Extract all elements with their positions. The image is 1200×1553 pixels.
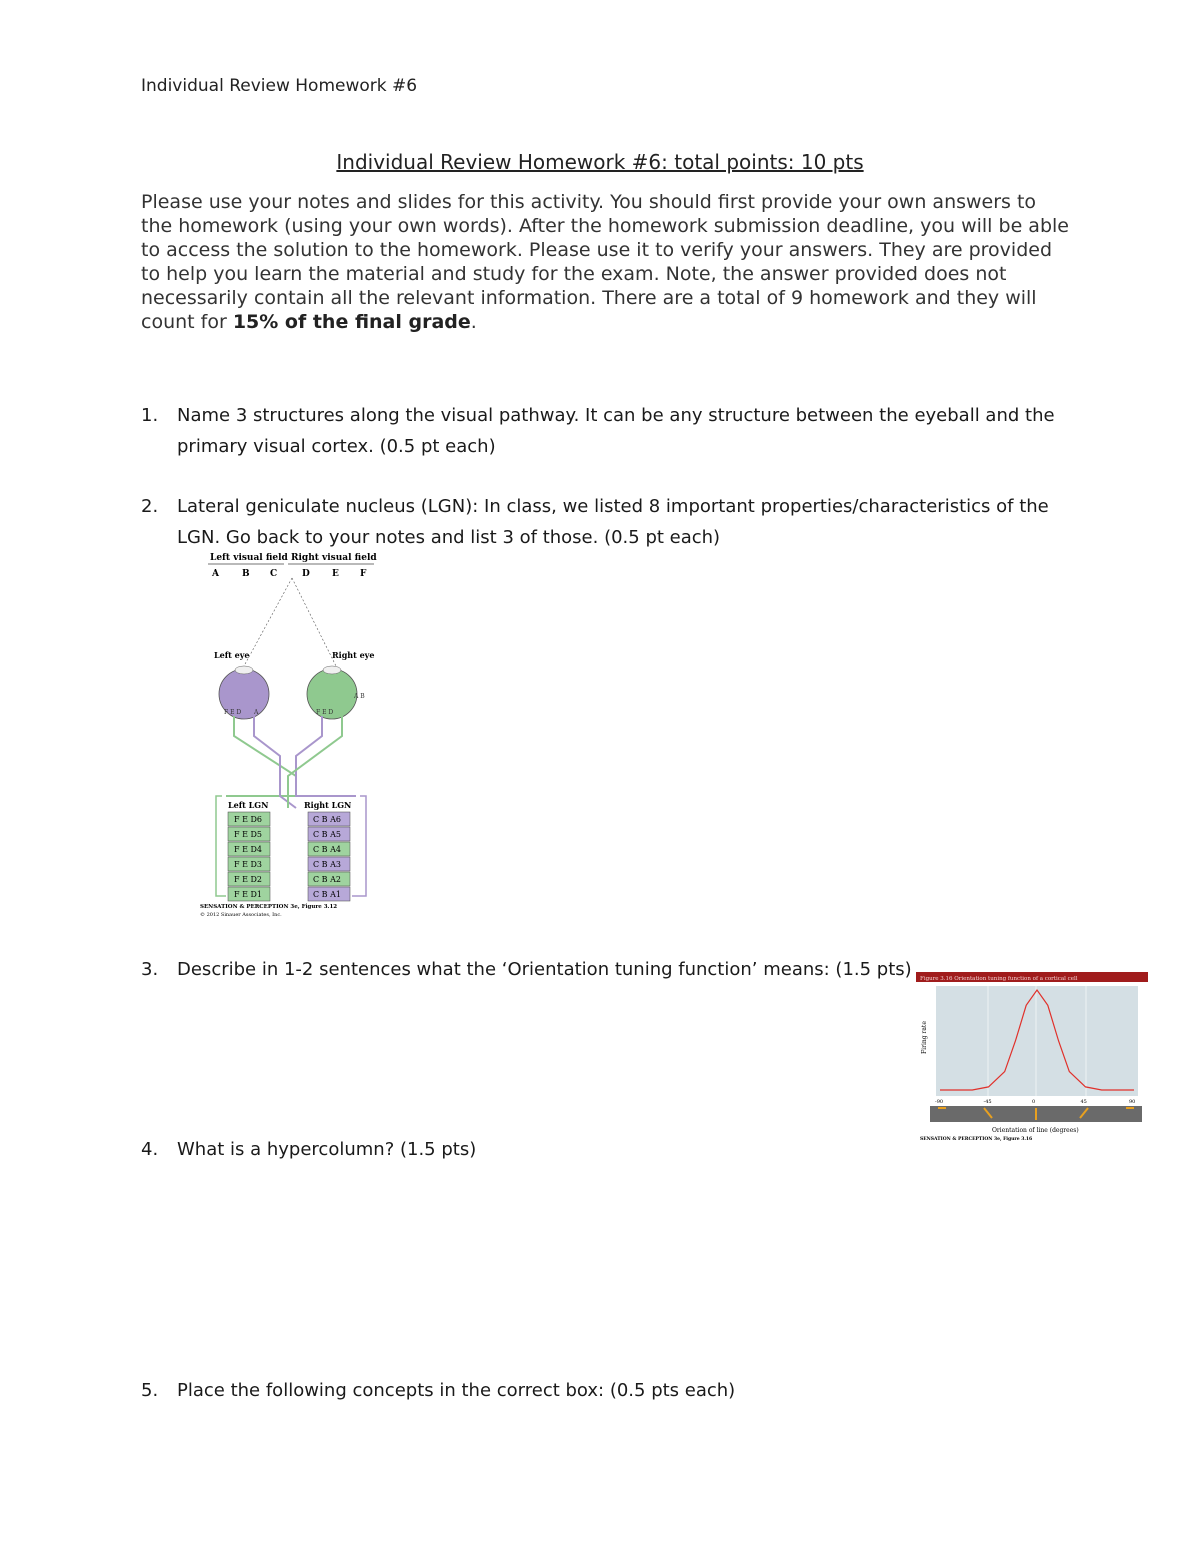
field-letter-a: A — [212, 569, 219, 579]
intro-end: . — [470, 311, 477, 333]
right-lgn-row: C B A4 — [313, 845, 341, 854]
left-lgn-row: F E D2 — [234, 875, 262, 884]
right-lgn-row: C B A5 — [313, 830, 341, 839]
field-letter-e: E — [332, 569, 339, 579]
question-number: 2. — [141, 496, 159, 517]
field-letter-f: F — [360, 569, 367, 579]
question-2 — [141, 491, 1061, 553]
x-tick-label: -45 — [983, 1099, 992, 1105]
question-5 — [141, 1375, 1061, 1406]
orientation-tuning-figure — [916, 972, 1148, 1152]
question-text: Name 3 structures along the visual pathway. It can be any structure between the eyeball and the primary visual cortex. (0.5 pt each) — [177, 405, 1055, 457]
right-lgn-row: C B A3 — [313, 860, 341, 869]
left-lgn-row: F E D5 — [234, 830, 262, 839]
field-letter-b: B — [242, 569, 250, 579]
left-lgn-row: F E D4 — [234, 845, 262, 854]
left-lgn-row: F E D1 — [234, 890, 262, 899]
right-visual-field-label: Right visual field — [291, 553, 377, 563]
x-tick-label: 90 — [1129, 1099, 1136, 1105]
left-visual-field-label: Left visual field — [210, 553, 288, 563]
right-lgn-layers — [308, 812, 350, 901]
tuning-caption: SENSATION & PERCEPTION 3e, Figure 3.16 — [920, 1137, 1033, 1142]
field-letter-d: D — [302, 569, 310, 579]
y-axis-label: Firing rate — [921, 1021, 928, 1054]
question-1 — [141, 400, 1061, 462]
lgn-caption: SENSATION & PERCEPTION 3e, Figure 3.12 — [200, 904, 338, 910]
right-lgn-label: Right LGN — [304, 800, 352, 810]
svg-text:A: A — [254, 709, 259, 716]
intro-bold: 15% of the final grade — [232, 311, 471, 333]
left-eye-label: Left eye — [214, 650, 250, 660]
left-lgn-layers — [228, 812, 270, 901]
figure-header-text: Figure 3.16 Orientation tuning function of a cortical cell — [920, 976, 1078, 982]
right-lgn-row: C B A1 — [313, 890, 341, 899]
left-lgn-label: Left LGN — [228, 800, 269, 810]
x-axis-label: Orientation of line (degrees) — [992, 1127, 1079, 1134]
page-header: Individual Review Homework #6 — [141, 76, 418, 96]
intro-paragraph — [141, 190, 1071, 334]
left-lgn-row: F E D3 — [234, 860, 262, 869]
right-lgn-row: C B A2 — [313, 875, 341, 884]
intro-text: Please use your notes and slides for this activity. You should first provide your own answers to the homework (using your own words). After the homework submission deadline, you will be able to access the solution to the homework. Please use it to verify your answers. They are provided to help you learn the material and study for the exam. Note, the answer provided does not necessarily contain all the relevant information. There are a total of 9 homework and they will count for — [141, 191, 1069, 333]
field-letter-c: C — [270, 569, 278, 579]
question-text: Lateral geniculate nucleus (LGN): In class, we listed 8 important properties/characteristics of the LGN. Go back to your notes and list 3 of those. (0.5 pt each) — [177, 496, 1049, 548]
question-number: 5. — [141, 1380, 159, 1401]
svg-text:F E D: F E D — [224, 709, 242, 716]
question-4 — [141, 1134, 1061, 1165]
left-lgn-row: F E D6 — [234, 815, 262, 824]
right-eye-label: Right eye — [332, 650, 375, 660]
question-text: What is a hypercolumn? (1.5 pts) — [177, 1139, 477, 1160]
x-tick-label: -90 — [935, 1099, 944, 1105]
right-lgn-row: C B A6 — [313, 815, 341, 824]
lgn-copyright: © 2012 Sinauer Associates, Inc. — [200, 912, 282, 918]
x-tick-label: 0 — [1032, 1099, 1036, 1105]
question-text: Place the following concepts in the correct box: (0.5 pts each) — [177, 1380, 736, 1401]
question-number: 3. — [141, 959, 159, 980]
plot-background — [936, 986, 1138, 1096]
question-text: Describe in 1-2 sentences what the ‘Orientation tuning function’ means: (1.5 pts) — [177, 959, 912, 980]
x-tick-label: 45 — [1080, 1099, 1087, 1105]
svg-text:A B: A B — [354, 693, 365, 700]
lgn-pathway-figure — [196, 546, 386, 918]
svg-text:F E D: F E D — [316, 709, 334, 716]
question-number: 1. — [141, 405, 159, 426]
question-number: 4. — [141, 1139, 159, 1160]
document-title: Individual Review Homework #6: total points: 10 pts — [336, 150, 864, 174]
